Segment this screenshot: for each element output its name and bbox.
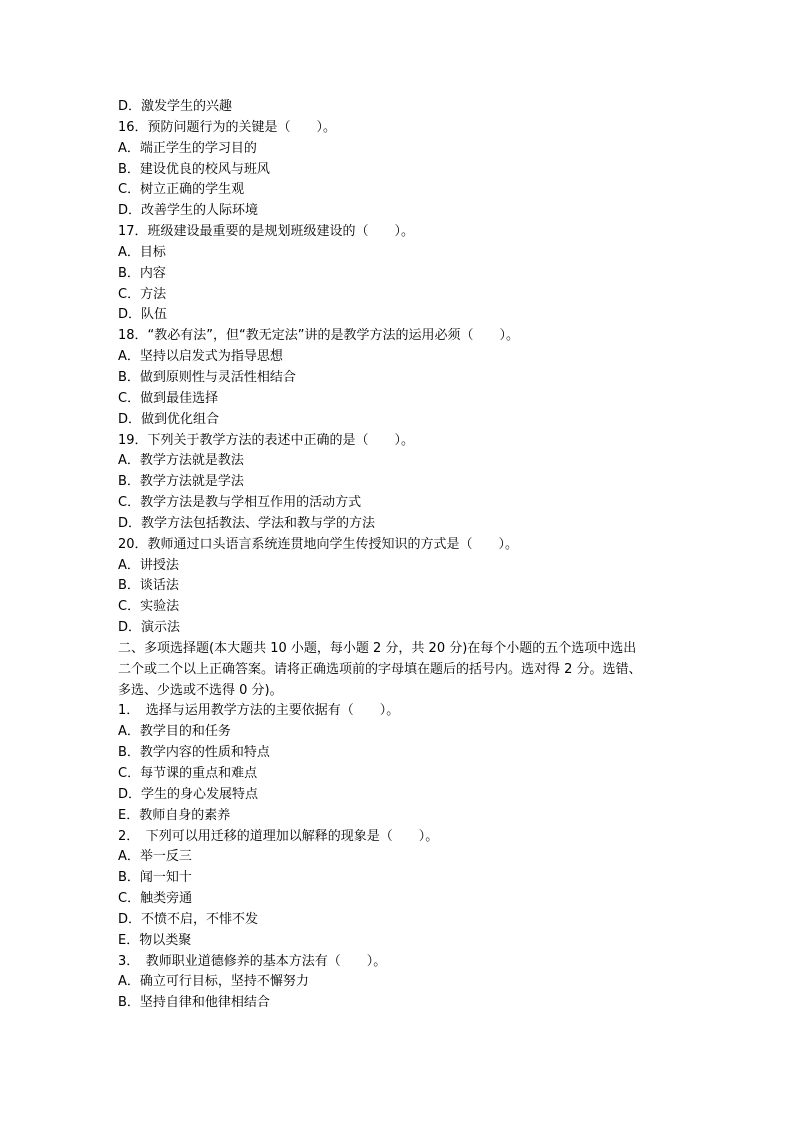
option-line: A．端正学生的学习目的 <box>118 140 257 156</box>
section-instruction-line: 多选、少选或不选得 0 分)。 <box>118 682 283 698</box>
option-line: A．教学目的和任务 <box>118 724 231 740</box>
section-heading-line: 二、多项选择题(本大题共 10 小题，每小题 2 分，共 20 分)在每个小题的五个选项中选出 <box>118 640 637 656</box>
option-line: D．改善学生的人际环境 <box>118 203 259 219</box>
question-line: 3． 教师职业道德修养的基本方法有（ ）。 <box>118 953 387 969</box>
question-line: 1． 选择与运用教学方法的主要依据有（ ）。 <box>118 703 400 719</box>
option-line: B．建设优良的校风与班风 <box>118 161 270 177</box>
question-line: 20．教师通过口头语言系统连贯地向学生传授知识的方式是（ ）。 <box>118 536 519 552</box>
option-line: A．目标 <box>118 244 166 260</box>
option-line: C．实验法 <box>118 599 180 615</box>
option-line: B．做到原则性与灵活性相结合 <box>118 369 296 385</box>
question-line: 2． 下列可以用迁移的道理加以解释的现象是（ ）。 <box>118 828 439 844</box>
question-line: 17．班级建设最重要的是规划班级建设的（ ）。 <box>118 224 415 240</box>
option-line: D．教学方法包括教法、学法和教与学的方法 <box>118 515 376 531</box>
question-line: 19．下列关于教学方法的表述中正确的是（ ）。 <box>118 432 415 448</box>
option-line: C．教学方法是教与学相互作用的活动方式 <box>118 495 362 511</box>
option-line: C．每节课的重点和难点 <box>118 766 258 781</box>
question-line: 16．预防问题行为的关键是（ ）。 <box>118 119 337 135</box>
option-line: A．教学方法就是教法 <box>118 453 244 469</box>
section-instruction-line: 二个或二个以上正确答案。请将正确选项前的字母填在题后的括号内。选对得 2 分。选错、 <box>118 661 642 677</box>
option-line: C．树立正确的学生观 <box>118 182 245 198</box>
question-line: 18．“教必有法”，但“教无定法”讲的是教学方法的运用必须（ ）。 <box>118 328 519 344</box>
option-line: C．做到最佳选择 <box>118 390 219 406</box>
option-line: D．演示法 <box>118 620 181 636</box>
option-line: D．激发学生的兴趣 <box>118 99 233 114</box>
option-line: E．物以类聚 <box>118 932 192 948</box>
option-line: D．不愤不启，不悱不发 <box>118 911 259 927</box>
document-page <box>118 97 688 1014</box>
option-line: B．谈话法 <box>118 578 179 594</box>
option-line: A．讲授法 <box>118 557 179 573</box>
option-line: D．队伍 <box>118 307 168 323</box>
option-line: B．闻一知十 <box>118 870 192 886</box>
option-line: C．方法 <box>118 286 167 302</box>
option-line: B．坚持自律和他律相结合 <box>118 995 270 1011</box>
option-line: A．举一反三 <box>118 849 192 865</box>
option-line: B．教学方法就是学法 <box>118 474 244 490</box>
option-line: B．内容 <box>118 265 166 281</box>
option-line: C．触类旁通 <box>118 891 193 907</box>
option-line: D．学生的身心发展特点 <box>118 786 259 802</box>
option-line: A．确立可行目标，坚持不懈努力 <box>118 974 309 990</box>
option-line: D．做到优化组合 <box>118 411 220 427</box>
option-line: B．教学内容的性质和特点 <box>118 745 270 761</box>
option-line: A．坚持以启发式为指导思想 <box>118 349 283 365</box>
option-line: E．教师自身的素养 <box>118 807 231 823</box>
